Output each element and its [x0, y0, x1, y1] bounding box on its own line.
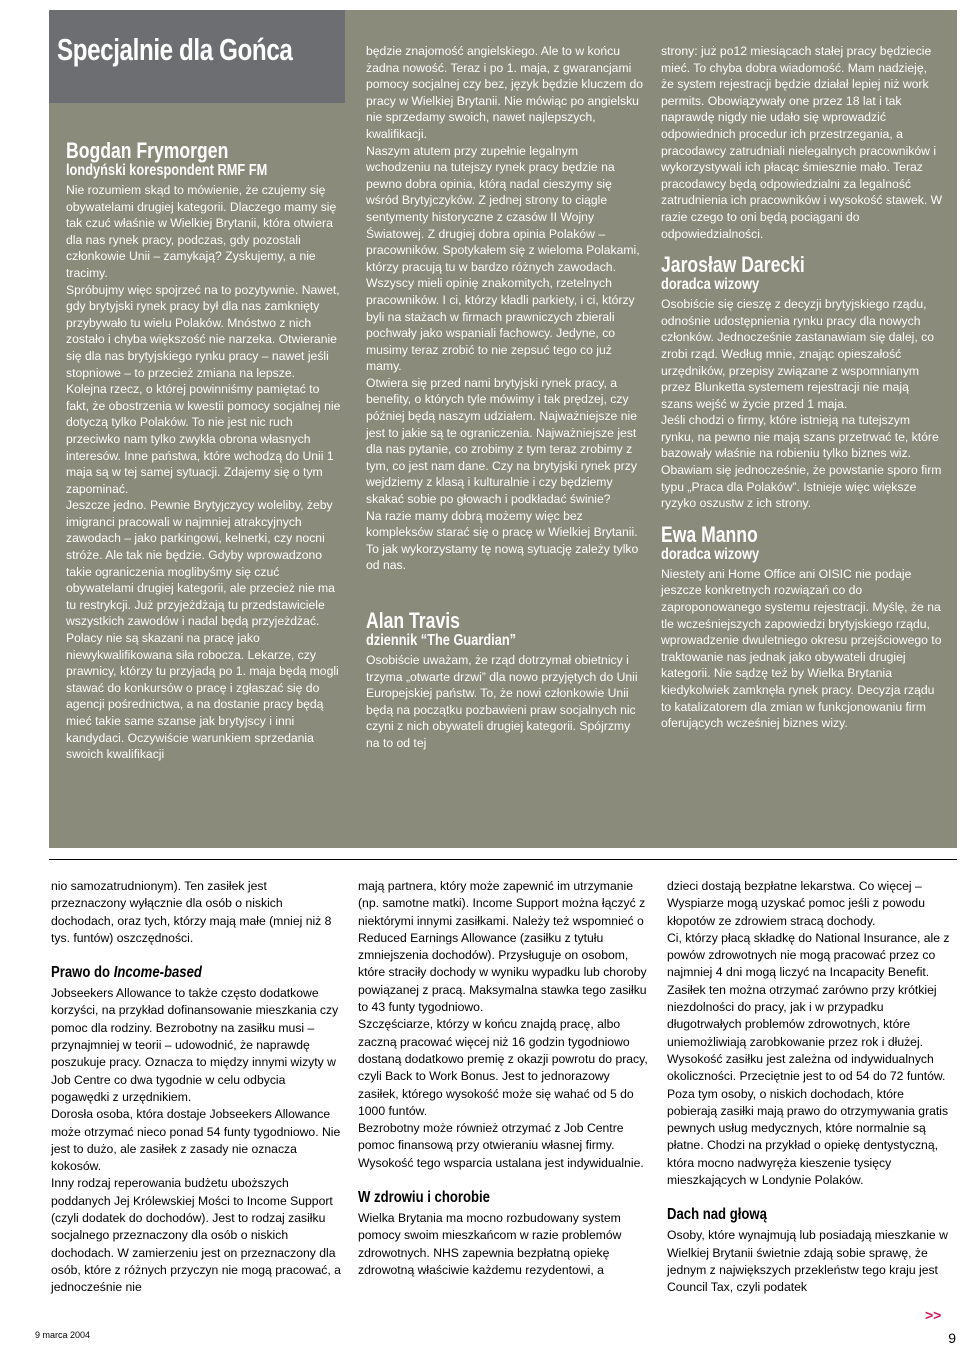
author-role: doradca wizowy — [661, 545, 760, 563]
author-role: dziennik “The Guardian” — [366, 632, 517, 649]
author-role: londyński korespondent RMF FM — [66, 162, 268, 179]
subheading-health: W zdrowiu i chorobie — [358, 1189, 490, 1207]
frymorgen-column — [66, 140, 342, 763]
section-divider — [49, 859, 957, 860]
paragraph: Nie rozumiem skąd to mówienie, że czujemy się obywatelami drugiej kategorii. Dlaczego mamy się tak czuć właśnie w Wielkiej Brytanii, która otwiera dla nas rynek pracy, podczas, gdy pozostali członkowie Unii – zamykają? Zyskujemy, a nie tracimy. — [66, 183, 337, 280]
issue-date: 9 marca 2004 — [35, 1330, 91, 1340]
author-name: Jarosław Darecki — [661, 252, 805, 278]
paragraph: dzieci dostają bezpłatne lekarstwa. Co więcej – Wyspiarze mogą uzyskać pomoc jeśli z powodu kłopotów ze zdrowiem stracą dochody. — [667, 879, 925, 928]
paragraph: Jobseekers Allowance to także często dodatkowe korzyści, na przykład dofinansowanie mieszkania czy pomoc dla rodziny. Bezrobotny na zasiłku musi – przynajmniej w teorii – udowodnić, że naprawdę poszukuje pracy. Oznacza to między innymi wizyty w Job Centre co dwa tygodnie w celu odbycia pogawędki z urzędnikiem. — [51, 986, 339, 1104]
paragraph: Ci, którzy płacą składkę do National Insurance, ale z powów zdrowotnych nie mogą pracować przez co najmniej 4 dni mogą liczyć na Incapacity Benefit. Zasiłek ten można otrzymać zarówno przy krótkiej niezdolności do pracy, jak i w przypadku długotrwałych problemów zdrowotnych, które uniemożliwiają zarobkowanie przez rok i dłużej. Wysokość zasiłku jest zależna od indywidualnych okoliczności. Przeciętnie jest to od 54 do 72 funtów. — [667, 930, 950, 1084]
paragraph: Spróbujmy więc spojrzeć na to pozytywnie. Nawet, gdy brytyjski rynek pracy był dla nas zamknięty przybywało tu wielu Polaków. Mnóstwo z nich zostało i chyba większość nie narzeka. Otwieranie się dla nas brytyjskiego rynku pracy – nawet jeśli stopniowe – to przecież zmiana na lepsze. — [66, 282, 340, 380]
bottom-column-1 — [51, 878, 341, 1297]
paragraph: Osobiście uważam, że rząd dotrzymał obietnicy i trzyma „otwarte drzwi” dla nowo przyjętych do Unii Europejskiej państw. To, że nowi członkowie Unii będą na początku pozbawieni praw socjalnych nic czyni z nich obywateli drugiej kategorii. Spójrzmy na to od tej — [366, 653, 638, 750]
paragraph: Osoby, które wynajmują lub posiadają mieszkanie w Wielkiej Brytanii świetnie zdają sobie sprawę, że jednym z największych przekleństw tego kraju jest Council Tax, czyli podatek — [667, 1228, 948, 1295]
paragraph: Bezrobotny może również otrzymać z Job Centre pomoc finansową przy otwieraniu własnej firmy. Wysokość tego wsparcia ustalana jest indywidualnie. — [358, 1121, 644, 1170]
author-role: doradca wizowy — [661, 276, 760, 294]
continue-arrow-icon: >> — [925, 1307, 942, 1323]
bottom-column-3 — [667, 878, 957, 1297]
paragraph: Wielka Brytania ma mocno rozbudowany system pomocy swoim mieszkańcom w razie problemów zdrowotnych. NHS zapewnia bezpłatną opiekę zdrowotną właściwie każdemu rezydentowi, a — [358, 1211, 622, 1277]
paragraph: Inny rodzaj reperowania budżetu uboższych poddanych Jej Królewskiej Mości to Income Support (czyli dodatek do dochodów). Jest to rodzaj zasiłku socjalnego przeznaczony dla osób o niskich dochodach. W zamierzeniu jest on przeznaczony dla osób, które z różnych przyczyn nie mogą pracować, a jednocześnie nie — [51, 1176, 341, 1295]
paragraph: Dorosła osoba, która dostaje Jobseekers Allowance może otrzymać nieco ponad 54 funty tygodniowo. Nie jest to dużo, ale zasiłek z zasady nie oznacza kokosów. — [51, 1107, 341, 1174]
paragraph: mają partnera, który może zapewnić im utrzymanie (np. samotne matki). Income Support można łączyć z niektórymi innymi zasiłkami. Należy też wspomnieć o Reduced Earnings Allowance (zasiłku z tytułu zmniejszenia dochodów). Przysługuje on osobom, które straciły dochody w wyniku wypadku lub choroby powiązanej z pracą. Maksymalna stawka tego zasiłku to 43 funty tygodniowo. — [358, 879, 647, 1015]
paragraph: Kolejna rzecz, o której powinniśmy pamiętać to fakt, że obostrzenia w kwestii pomocy socjalnej nie dotyczą tylko Polaków. To nie jest nic ruch przeciwko nam tylko zwykła obrona własnych interesów. Inne państwa, które wchodzą do Unii 1 maja są w tej samej sytuacji. Zdajemy się o tym zapominać. — [66, 382, 341, 496]
right-column — [661, 43, 943, 732]
paragraph: Na razie mamy dobrą możemy więc bez kompleksów starać się o pracę w Wielkiej Brytanii. To jak wykorzystamy tę nową sytuację zależy tylko od nas. — [366, 508, 639, 573]
paragraph: Szczęściarze, którzy w końcu znajdą pracę, albo zaczną pracować więcej niż 16 godzin tygodniowo dostaną dodatkowo premię z okazji powrotu do pracy, czyli Back to Work Bonus. Jest to jednorazowy zasiłek, którego wysokość może się wahać od 5 do 1000 funtów. — [358, 1017, 648, 1118]
paragraph: Jeszcze jedno. Pewnie Brytyjczycy woleliby, żeby imigranci pracowali w najmniej atrakcyjnych zawodach – jako parkingowi, kelnerki, czy nocni stróże. Ale tak nie będzie. Gdyby wprowadzono takie ograniczenia moglibyśmy się czuć obywatelami drugiej kategorii, ale przecież nie ma tu restrykcji. Już przyjeżdżają tu przedstawiciele wszystkich zawodów i nadal będą przyjeżdżać. Polacy nie są skazani na pracę jako niewykwalifikowana siła robocza. Lekarze, czy prawnicy, którzy tu przyjadą po 1. maja będą mogli stawać do konkursów o pracę i zgłaszać się do agencji pośrednictwa, a na dostanie pracy będą mieć takie same szanse jak brytyjscy i inni kandydaci. Oczywiście warunkiem sprzedania swoich kwalifikacji — [66, 498, 339, 762]
middle-column — [366, 43, 644, 752]
author-name: Ewa Manno — [661, 521, 758, 547]
section-title-box — [49, 10, 345, 103]
paragraph: Poza tym osoby, o niskich dochodach, które pobierają zasiłki mają prawo do otrzymywania gratis pewnych usług medycznych, które normalnie są płatne. Chodzi na przykład o opiekę dentystyczną, która mocno nadwyręża kieszenie tysięcy mieszkających w Londynie Polaków. — [667, 1086, 949, 1188]
paragraph: będzie znajomość angielskiego. Ale to w końcu żadna nowość. Teraz i po 1. maja, z gwarancjami pomocy socjalnej czy bez, język będzie kluczem do pracy w Wielkiej Brytanii. Nie mówiąc po angielsku nie sprzedamy swoich, nawet najlepszych, kwalifikacji. — [366, 44, 644, 141]
bottom-column-2 — [358, 878, 648, 1279]
subheading-income: Prawo do Income-based — [51, 964, 202, 982]
page-number: 9 — [948, 1330, 956, 1346]
paragraph: Otwiera się przed nami brytyjski rynek pracy, a benefity, o których tyle mówimy i tak prędzej, czy później będą naszym udziałem. Najważniejsze nie jest to jakie są te ograniczenia. Najważniejsze jest dla nas pytanie, co zrobimy z tym teraz zrobimy z tym, co jest nam dane. Czy na brytyjski rynek przy wejdziemy z klasą i kulturalnie i czy będziemy skakać sobie po głowach i podkładać świnie? — [366, 375, 637, 507]
subheading-roof: Dach nad głową — [667, 1206, 767, 1224]
author-name: Alan Travis — [366, 608, 460, 633]
paragraph: Osobiście się cieszę z decyzji brytyjskiego rządu, odnośnie udostępnienia rynku pracy dla nowych członków. Jednocześnie zastanawiam się dalej, co zrobi rząd. Według mnie, znając opieszałość urzędników, przepisy związane z wspomnianym przez Blunketta systemem rejestracji nie mają szans wejść w życie przed 1 maja. — [661, 297, 935, 411]
section-title: Specjalnie dla Gońca — [57, 32, 293, 67]
paragraph: nio samozatrudnionym). Ten zasiłek jest przeznaczony wyłącznie dla osób o niskich dochodach, oraz tych, którzy mają małe (mniej niż 8 tys. funtów) oszczędności. — [51, 879, 332, 945]
author-name: Bogdan Frymorgen — [66, 138, 229, 163]
paragraph: Jeśli chodzi o firmy, które istnieją na tutejszym rynku, na pewno nie mają szans przetrwać te, które bazowały właśnie na robieniu tylko biznes wiz. Obawiam się jednocześnie, że powstanie sporo firm typu „Praca dla Polaków”. Istnieje więc większe ryzyko oszustw z ich strony. — [661, 413, 942, 511]
paragraph: Naszym atutem przy zupełnie legalnym wchodzeniu na tutejszy rynek pracy będzie na pewno dobra opinia, którą nadal cieszymy się wśród Brytyjczyków. Z jednej strony to ciągle sentymenty historyczne z czasów II Wojny Światowej. Z drugiej dobra opinia Polaków – pracowników. Spotykałem się z wieloma Polakami, którzy pracują tu w bardzo różnych zawodach. Wszyscy mieli opinię znakomitych, rzetelnych pracowników. I ci, którzy kładli parkiety, i ci, którzy byli na stażach w firmach prawniczych zbierali pochwały jako wspaniali fachowcy. Jedyne, co musimy teraz zrobić to nie zepsuć tego co już mamy. — [366, 143, 640, 374]
paragraph: Niestety ani Home Office ani OISIC nie podaje jeszcze konkretnych rozwiązań co do zaproponowanego systemu rejestracji. Myślę, że na tle wcześniejszych zapowiedzi brytyjskiego rządu, wprowadzenie dwuletniego okresu przejściowego to traktowanie nas jednak jako obywateli drugiej kategorii. Nie sądzę też by Wielka Brytania kiedykolwiek zamknęła rynek pracy. Decyzja rządu to katalizatorem dla zmian w funkcjonowaniu firm oferujących wcześniej biznes wizy. — [661, 566, 942, 731]
paragraph: strony: już po12 miesiącach stałej pracy będziecie mieć. To chyba dobra wiadomość. Mam nadzieję, że system rejestracji będzie działał lepiej niż work permits. Obowiązywały one przez 18 lat i tak naprawdę nigdy nie udało się wprowadzić odpowiednich procedur ich przestrzegania, a pracodawcy zatrudniali nielegalnych pracowników i wykorzystywali ich płacąc śmiesznie mało. Teraz pracodawcy będą odpowiedzialni za legalność zatrudnienia ich pracowników i wysokość stawek. W razie czego to oni będą pociągani do odpowiedzialności. — [661, 44, 943, 241]
